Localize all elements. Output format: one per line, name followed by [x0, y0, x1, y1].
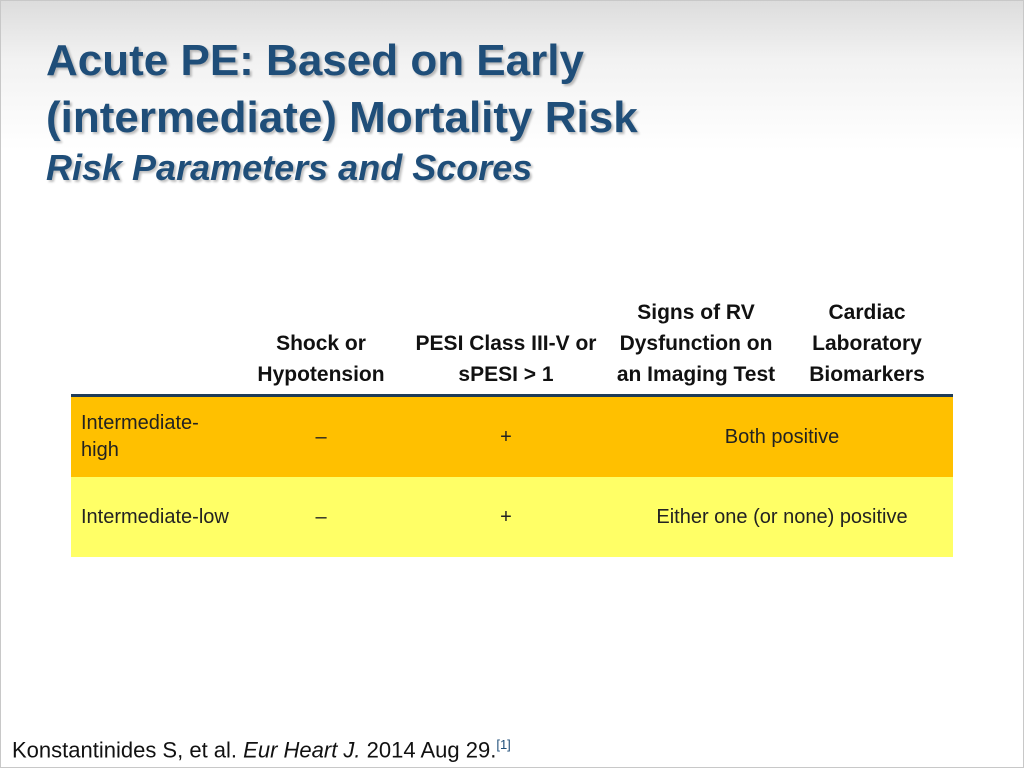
table-row-intermediate-high — [71, 396, 953, 478]
header-pesi: PESI Class III-V or sPESI > 1 — [401, 295, 611, 396]
header-shock: Shock or Hypotension — [241, 295, 401, 396]
slide-title-line-1: Acute PE: Based on Early — [46, 36, 584, 85]
row-rv-biomarkers-value: Both positive — [611, 396, 953, 478]
header-empty — [71, 295, 241, 396]
risk-table — [71, 295, 953, 557]
row-category: Intermediate-low — [71, 477, 241, 557]
citation — [12, 737, 511, 763]
row-shock-value: – — [241, 396, 401, 478]
row-shock-value: – — [241, 477, 401, 557]
citation-ref-link[interactable]: [1] — [496, 737, 511, 752]
table-row-intermediate-low — [71, 477, 953, 557]
row-rv-biomarkers-value: Either one (or none) positive — [611, 477, 953, 557]
title-block — [46, 32, 976, 190]
risk-table-header — [71, 295, 953, 396]
citation-date: 2014 Aug 29. — [366, 737, 497, 763]
row-pesi-value: + — [401, 477, 611, 557]
slide-subtitle: Risk Parameters and Scores — [46, 147, 533, 188]
citation-journal: Eur Heart J. — [243, 737, 361, 763]
header-biomarkers: Cardiac Laboratory Biomarkers — [781, 295, 953, 396]
slide-title-line-2: (intermediate) Mortality Risk — [46, 93, 638, 142]
citation-authors: Konstantinides S, et al. — [12, 737, 238, 763]
header-rv-dysfunction: Signs of RV Dysfunction on an Imaging Test — [611, 295, 781, 396]
header-row — [71, 295, 953, 396]
row-category: Intermediate-high — [71, 396, 241, 478]
row-pesi-value: + — [401, 396, 611, 478]
